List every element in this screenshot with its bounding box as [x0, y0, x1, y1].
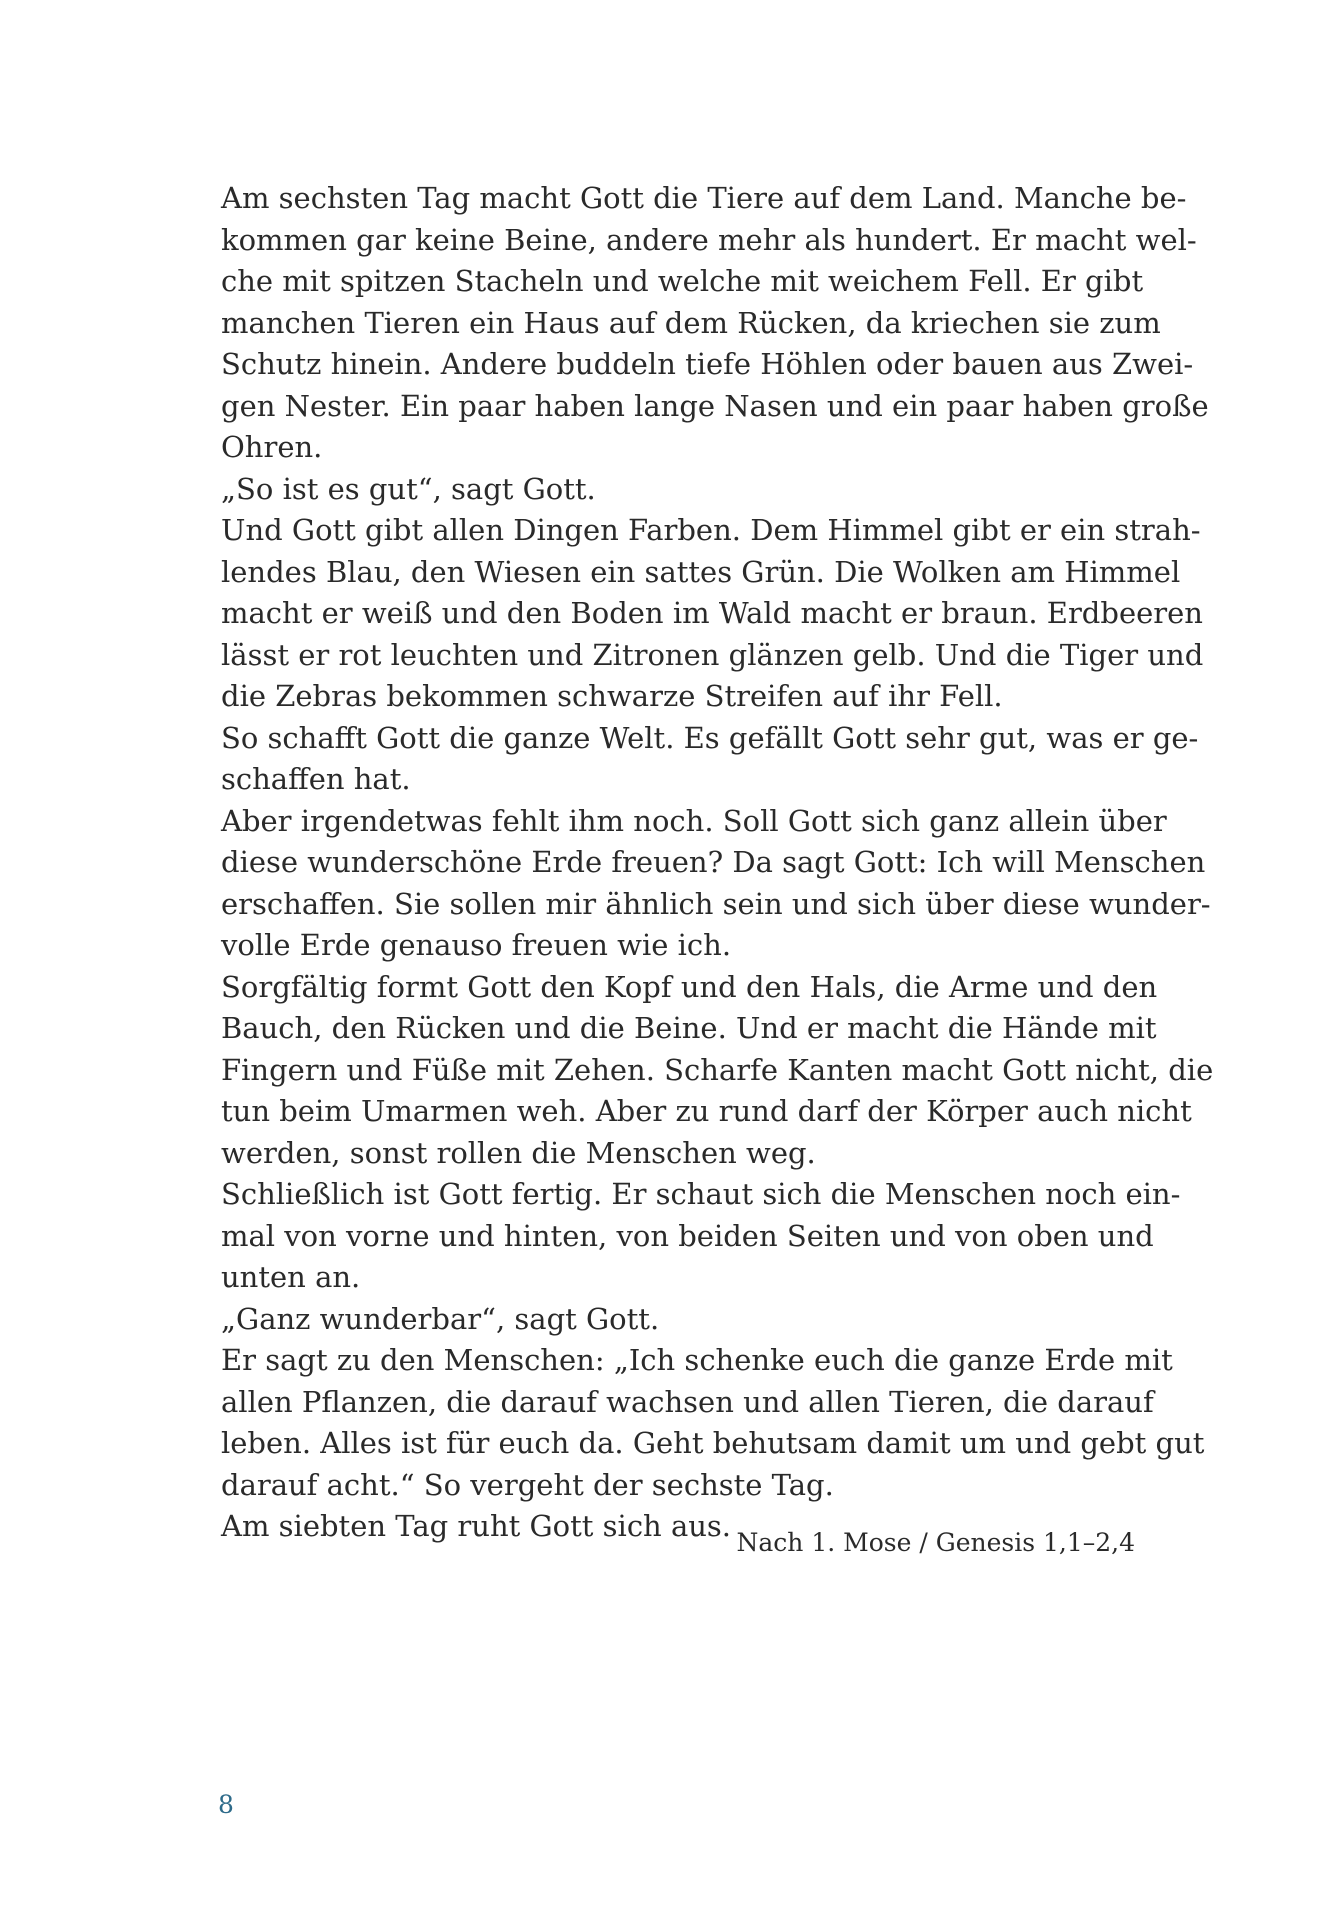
text-line: volle Erde genauso freuen wie ich. — [221, 928, 732, 962]
text-line: Er sagt zu den Menschen: „Ich schenke euch die ganze Erde mit — [221, 1343, 1173, 1377]
text-line: unten an. — [221, 1260, 361, 1294]
text-line: Am siebten Tag ruht Gott sich aus. — [221, 1509, 732, 1543]
text-line: „Ganz wunderbar“, sagt Gott. — [221, 1301, 660, 1336]
body-text — [221, 178, 1214, 1548]
text-line: tun beim Umarmen weh. Aber zu rund darf der Körper auch nicht — [221, 1094, 1192, 1128]
text-line: macht er weiß und den Boden im Wald macht er braun. Erdbeeren — [221, 596, 1203, 630]
text-line: Schutz hinein. Andere buddeln tiefe Höhlen oder bauen aus Zwei- — [221, 347, 1194, 381]
text-line: werden, sonst rollen die Menschen weg. — [221, 1135, 816, 1170]
text-line: lässt er rot leuchten und Zitronen glänzen gelb. Und die Tiger und — [221, 637, 1204, 672]
text-line: Am sechsten Tag macht Gott die Tiere auf dem Land. Manche be- — [221, 181, 1187, 215]
text-line: erschaffen. Sie sollen mir ähnlich sein und sich über diese wunder- — [221, 886, 1211, 921]
text-line: Schließlich ist Gott fertig. Er schaut sich die Menschen noch ein- — [221, 1177, 1181, 1211]
source-citation: Nach 1. Mose / Genesis 1,1–2,4 — [736, 1528, 1135, 1557]
text-line: So schafft Gott die ganze Welt. Es gefällt Gott sehr gut, was er ge- — [221, 720, 1199, 755]
text-line: gen Nester. Ein paar haben lange Nasen und ein paar haben große — [221, 388, 1209, 423]
text-line: manchen Tieren ein Haus auf dem Rücken, da kriechen sie zum — [221, 305, 1161, 340]
text-line: Und Gott gibt allen Dingen Farben. Dem Himmel gibt er ein strah- — [221, 513, 1201, 547]
text-line: Ohren. — [221, 430, 323, 464]
text-line: lendes Blau, den Wiesen ein sattes Grün. Die Wolken am Himmel — [221, 554, 1181, 589]
text-line: mal von vorne und hinten, von beiden Seiten und von oben und — [221, 1218, 1154, 1253]
text-line: Fingern und Füße mit Zehen. Scharfe Kanten macht Gott nicht, die — [221, 1052, 1214, 1087]
page-number: 8 — [218, 1790, 234, 1819]
text-line: kommen gar keine Beine, andere mehr als hundert. Er macht wel- — [221, 222, 1197, 257]
text-line: „So ist es gut“, sagt Gott. — [221, 471, 596, 506]
text-line: Aber irgendetwas fehlt ihm noch. Soll Gott sich ganz allein über — [221, 803, 1167, 838]
text-line: che mit spitzen Stacheln und welche mit weichem Fell. Er gibt — [221, 264, 1144, 298]
text-line: Bauch, den Rücken und die Beine. Und er macht die Hände mit — [221, 1011, 1157, 1045]
text-line: schaffen hat. — [221, 762, 411, 796]
text-line: die Zebras bekommen schwarze Streifen auf ihr Fell. — [221, 679, 1003, 713]
text-line: darauf acht.“ So vergeht der sechste Tag. — [221, 1467, 834, 1502]
text-line: Sorgfältig formt Gott den Kopf und den Hals, die Arme und den — [221, 969, 1158, 1004]
text-line: diese wunderschöne Erde freuen? Da sagt Gott: Ich will Menschen — [221, 845, 1206, 879]
text-line: allen Pflanzen, die darauf wachsen und allen Tieren, die darauf — [221, 1384, 1154, 1419]
text-line: leben. Alles ist für euch da. Geht behutsam damit um und gebt gut — [221, 1426, 1205, 1460]
